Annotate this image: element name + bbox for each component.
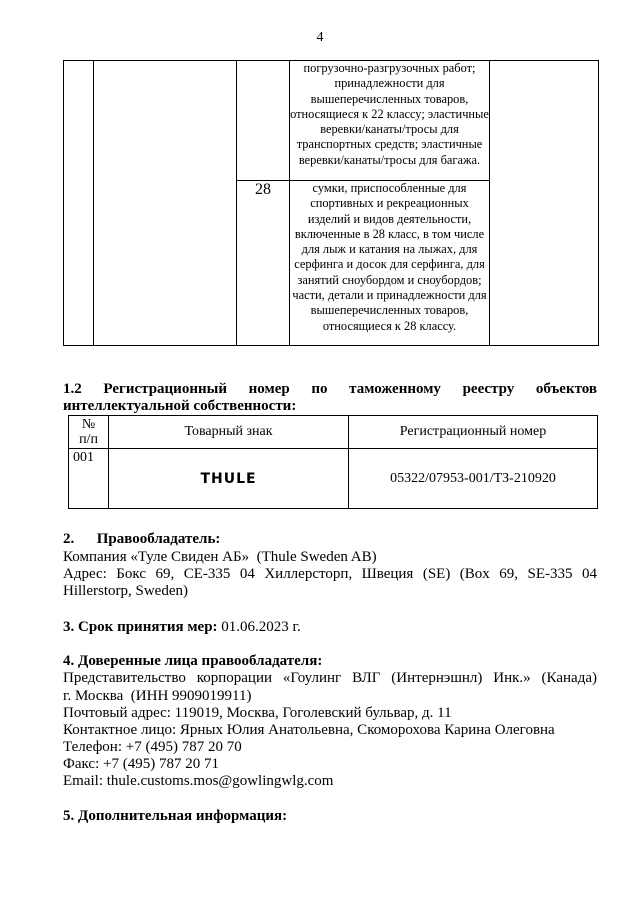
contact-persons: Контактное лицо: Ярных Юлия Анатольевна, Скоморохова Карина Олеговна — [63, 722, 555, 738]
fax: Факс: +7 (495) 787 20 71 — [63, 756, 219, 772]
page-number: 4 — [316, 30, 324, 45]
goods-table-class-empty — [237, 61, 290, 181]
goods-table — [63, 60, 599, 346]
section-1-2-heading-line2: интеллектуальной собственности: — [63, 398, 297, 414]
goods-class-number: 28 — [237, 181, 290, 346]
rights-holder-name: Компания «Туле Свиден АБ» (Thule Sweden AB) — [63, 549, 377, 565]
section-2-heading: 2. Правообладатель: — [63, 531, 221, 547]
section-3-value: 01.06.2023 г. — [217, 619, 301, 635]
representative-name: Представительство корпорации «Гоулинг ВЛГ (Интернэшнл) Инк.» (Канада) — [63, 670, 597, 686]
phone: Телефон: +7 (495) 787 20 70 — [63, 739, 242, 755]
section-1-2-heading-line1: 1.2 Регистрационный номер по таможенному реестру объектов — [63, 381, 597, 397]
rights-holder-address: Адрес: Бокс 69, СЕ-335 04 Хиллерсторп, Швеция (SE) (Box 69, SE-335 04 — [63, 566, 597, 582]
header-trademark: Товарный знак — [109, 416, 349, 449]
section-3 — [63, 619, 597, 637]
rights-holder-address-cont: Hillerstorp, Sweden) — [63, 583, 188, 599]
goods-table-empty-col-1 — [64, 61, 94, 346]
section-5-heading: 5. Дополнительная информация: — [63, 808, 288, 824]
goods-description-cell: сумки, приспособленные для спортивных и рекреационных изделий и видов деятельности, включенные в 28 класс, в том числе для лыж и катания на лыжах, для серфинга и досок для серфинга, для занятий сноубордом и сноубордов; части, детали и принадлежности для вышеперечисленных товаров, относящиеся к 28 классу. — [290, 181, 490, 346]
goods-description-cell: погрузочно-разгрузочных работ; принадлежности для вышеперечисленных товаров, относящиеся к 22 классу; эластичные веревки/канаты/тросы для транспортных средств; эластичные веревки/канаты/тросы для багажа. — [290, 61, 490, 181]
header-number: № п/п — [69, 416, 109, 449]
registration-table — [68, 415, 598, 509]
section-3-label: 3. Срок принятия мер: — [63, 619, 218, 635]
goods-table-empty-col-5 — [490, 61, 599, 346]
goods-table-empty-col-2 — [94, 61, 237, 346]
section-4-heading: 4. Доверенные лица правообладателя: — [63, 653, 323, 669]
representative-inn: г. Москва (ИНН 9909019911) — [63, 688, 252, 704]
header-registration-number: Регистрационный номер — [349, 416, 598, 449]
postal-address: Почтовый адрес: 119019, Москва, Гоголевский бульвар, д. 11 — [63, 705, 452, 721]
email: Email: thule.customs.mos@gowlingwlg.com — [63, 773, 334, 789]
registration-number: 05322/07953-001/ТЗ-210920 — [349, 449, 598, 509]
trademark-logo: THULE — [109, 449, 349, 509]
row-number: 001 — [69, 449, 109, 509]
